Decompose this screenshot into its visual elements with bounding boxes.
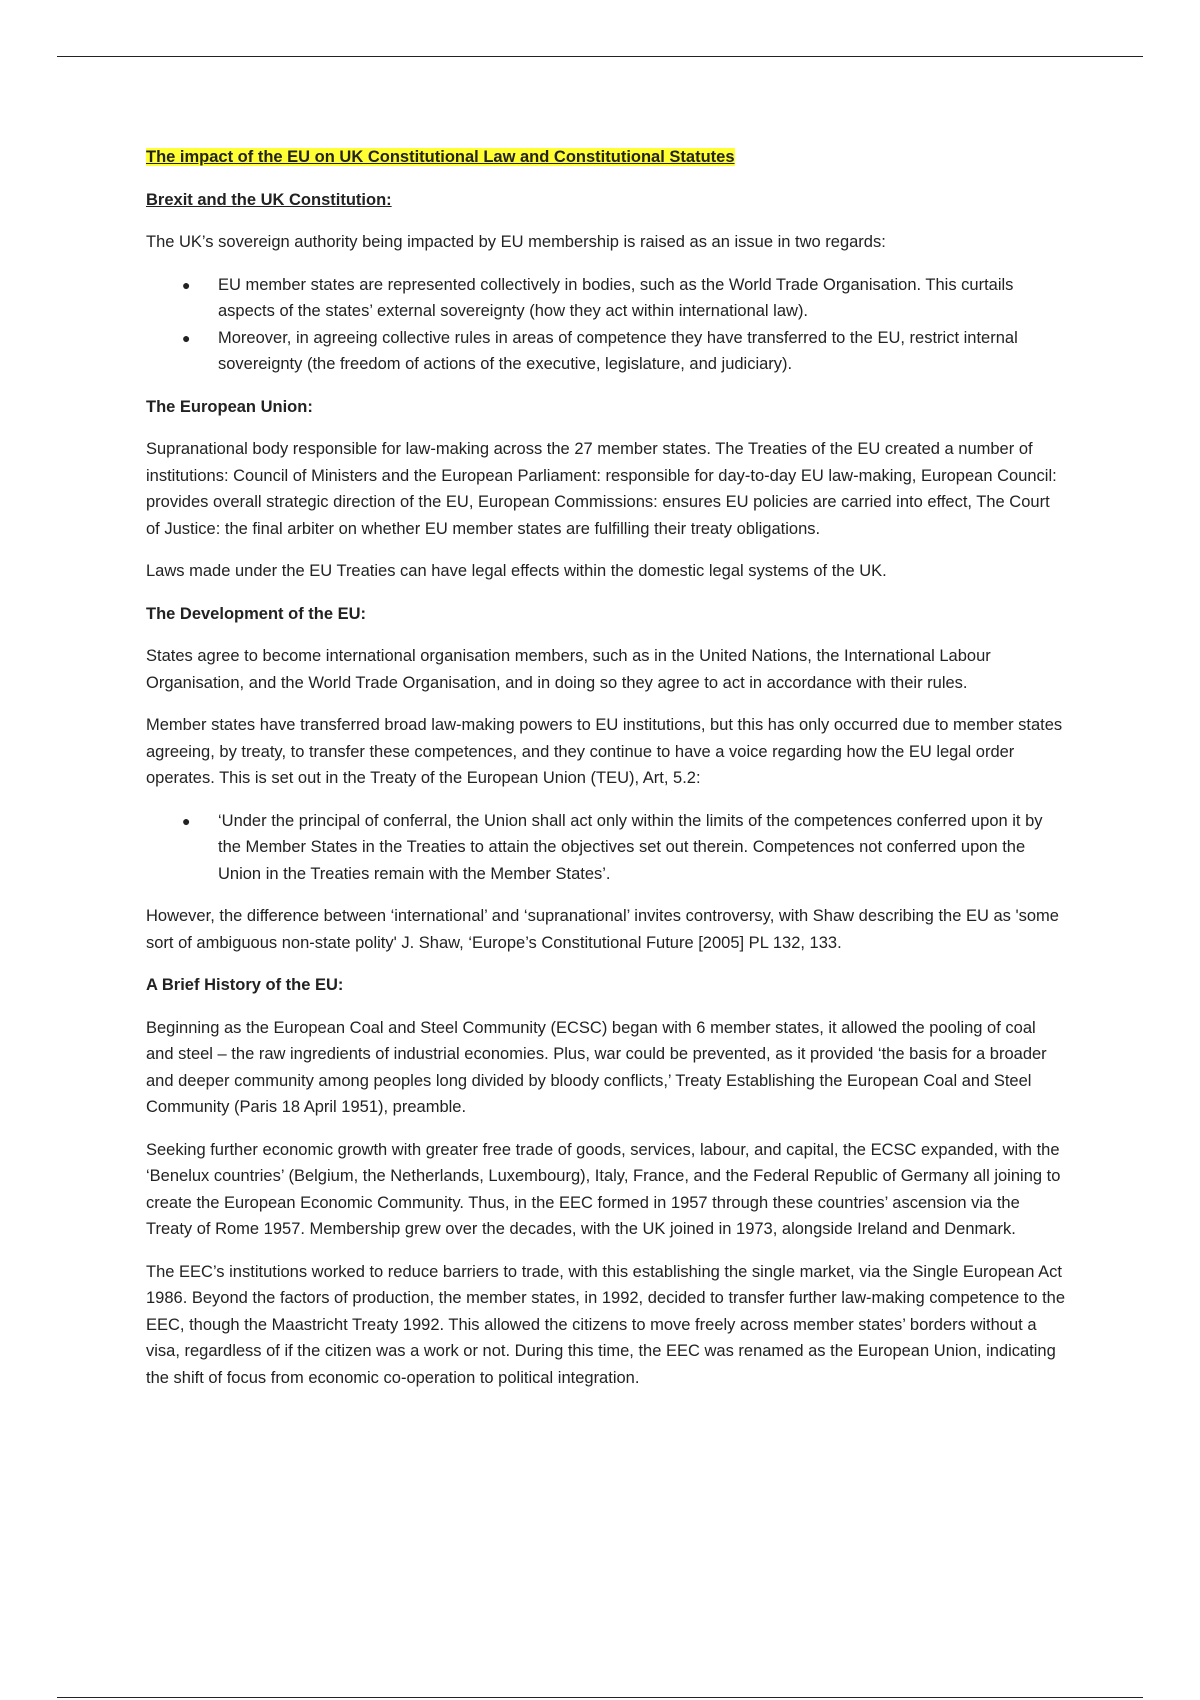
paragraph-dev-shaw: However, the difference between ‘international’ and ‘supranational’ invites controversy, with Shaw describing the EU as 'some sort of ambiguous non-state polity' J. Shaw, ‘Europe’s Constitutional Future [2005] PL 132, 133. (146, 907, 1059, 952)
document-title: The impact of the EU on UK Constitutional Law and Constitutional Statutes (146, 148, 735, 166)
bullet-icon: ● (182, 329, 191, 346)
bullet-icon: ● (182, 276, 191, 293)
heading-development: The Development of the EU: (146, 604, 367, 623)
bullet-list-conferral (146, 808, 1066, 888)
paragraph-dev-international: States agree to become international organisation members, such as in the United Nations, the International Labour Organisation, and the World Trade Organisation, and in doing so they agree to act in accordance with their rules. (146, 647, 991, 692)
header-rule (57, 56, 1143, 57)
footer-rule (57, 1697, 1143, 1698)
paragraph-history-eec: Seeking further economic growth with greater free trade of goods, services, labour, and capital, the ECSC expanded, with the ‘Benelux countries’ (Belgium, the Netherlands, Luxembourg), Italy, France, and the Federal Republic of Germany all joining to create the European Economic Community. Thus, in the EEC formed in 1957 through these countries’ ascension via the Treaty of Rome 1957. Membership grew over the decades, with the UK joined in 1973, alongside Ireland and Denmark. (146, 1140, 1061, 1238)
list-item: ● EU member states are represented collectively in bodies, such as the World Trade Organisation. This curtails aspects of the states’ external sovereignty (how they act within international law). (146, 272, 1066, 325)
heading-brexit: Brexit and the UK Constitution: (146, 190, 392, 209)
paragraph-eu-laws: Laws made under the EU Treaties can have legal effects within the domestic legal systems of the UK. (146, 562, 887, 580)
list-item: ● ‘Under the principal of conferral, the Union shall act only within the limits of the competences conferred upon it by the Member States in the Treaties to attain the objectives set out therein. Competences not conferred upon the Union in the Treaties remain with the Member States’. (146, 808, 1066, 888)
heading-history: A Brief History of the EU: (146, 976, 344, 994)
paragraph-history-ecsc: Beginning as the European Coal and Steel Community (ECSC) began with 6 member states, it allowed the pooling of coal and steel – the raw ingredients of industrial economies. Plus, war could be prevented, as it provided ‘the basis for a broader and deeper community among peoples long divided by bloody conflicts,’ Treaty Establishing the European Coal and Steel Community (Paris 18 April 1951), preamble. (146, 1018, 1047, 1116)
bullet-icon: ● (182, 812, 191, 829)
paragraph-intro: The UK’s sovereign authority being impacted by EU membership is raised as an issue in two regards: (146, 233, 886, 251)
paragraph-dev-powers: Member states have transferred broad law-making powers to EU institutions, but this has only occurred due to member states agreeing, by treaty, to transfer these competences, and they continue to have a voice regarding how the EU legal order operates. This is set out in the Treaty of the European Union (TEU), Art, 5.2: (146, 716, 1063, 787)
heading-european-union: The European Union: (146, 397, 313, 416)
paragraph-eu-institutions: Supranational body responsible for law-making across the 27 member states. The Treaties of the EU created a number of institutions: Council of Ministers and the European Parliament: responsible for day-to-day EU law-making, European Council: provides overall strategic direction of the EU, European Commissions: ensures EU policies are carried into effect, The Court of Justice: the final arbiter on whether EU member states are fulfilling their treaty obligations. (146, 440, 1057, 538)
bullet-list-sovereignty (146, 272, 1066, 378)
paragraph-history-maastricht: The EEC’s institutions worked to reduce barriers to trade, with this establishing the single market, via the Single European Act 1986. Beyond the factors of production, the member states, in 1992, decided to transfer further law-making competence to the EEC, though the Maastricht Treaty 1992. This allowed the citizens to move freely across member states’ borders without a visa, regardless of if the citizen was a work or not. During this time, the EEC was renamed as the European Union, indicating the shift of focus from economic co-operation to political integration. (146, 1262, 1066, 1387)
list-item: ● Moreover, in agreeing collective rules in areas of competence they have transferred to the EU, restrict internal sovereignty (the freedom of actions of the executive, legislature, and judiciary). (146, 325, 1066, 378)
document-body (146, 144, 1066, 1407)
